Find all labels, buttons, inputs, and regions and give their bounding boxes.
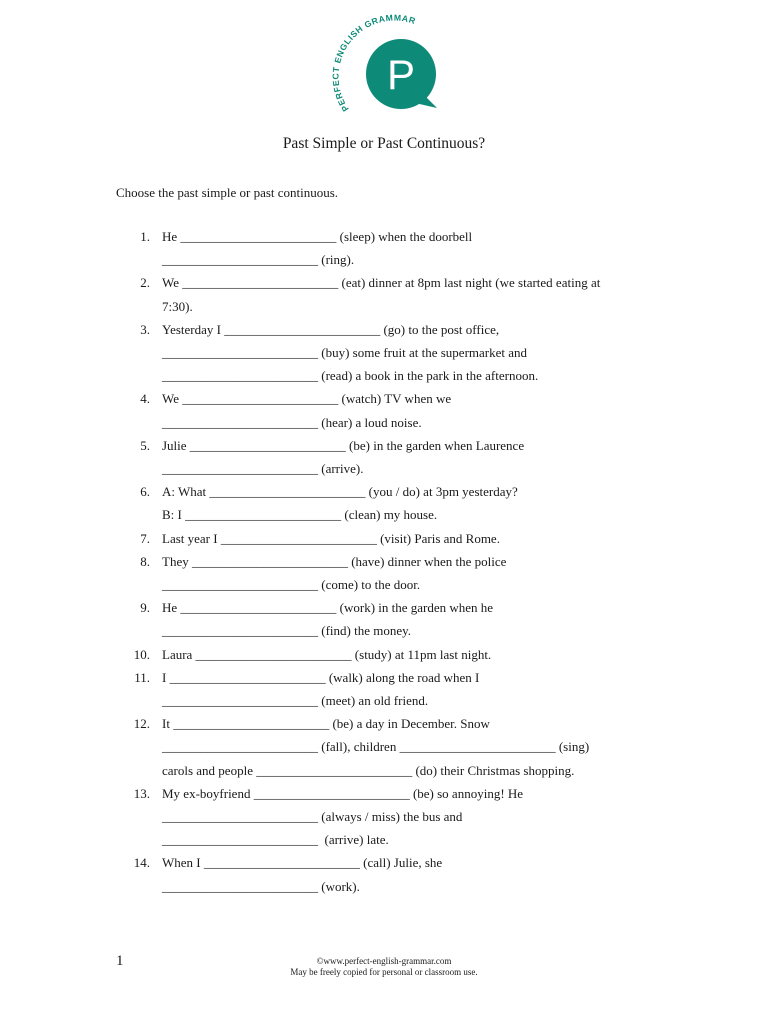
question-text-line: ________________________ (work). [162,878,360,894]
question-text-line: Julie ________________________ (be) in the garden when Laurence [162,437,525,453]
question-text-line: He ________________________ (work) in the garden when he [162,600,494,616]
question-text-line: Last year I ________________________ (visit) Paris and Rome. [162,530,500,546]
question-text-line: ________________________ (ring). [162,252,355,268]
question-text-line: ________________________ (buy) some fruit at the supermarket and [162,345,528,360]
footer [0,956,768,978]
question-number: 8. [140,553,150,569]
question-text-line: ________________________ (hear) a loud noise. [162,414,422,430]
question-text-line: B: I ________________________ (clean) my house. [162,507,438,523]
question-text-line: Yesterday I ________________________ (go) to the post office, [162,321,500,337]
page-number: 1 [116,953,124,969]
logo-brand-text: PERFECT ENGLISH GRAMMAR [330,14,418,114]
question-number: 12. [133,716,150,732]
question-number: 2. [140,275,150,291]
question-text-line: We ________________________ (watch) TV when we [162,391,452,407]
question-text-line: ________________________ (arrive). [162,461,364,476]
question-text-line: Laura ________________________ (study) at 11pm last night. [162,646,492,662]
question-text-line: ________________________ (always / miss) the bus and [162,809,463,824]
question-text-line: It ________________________ (be) a day in December. Snow [162,716,490,732]
question-number: 4. [140,391,150,407]
question-text-line: My ex-boyfriend ________________________ (be) so annoying! He [162,785,524,801]
question-text-line: I ________________________ (walk) along the road when I [162,669,480,685]
worksheet-title: Past Simple or Past Continuous? [282,135,486,152]
question-text-line: When I ________________________ (call) Julie, she [162,855,443,871]
question-number: 7. [140,530,150,546]
question-number: 11. [134,669,150,685]
footer-copyright: ©www.perfect-english-grammar.com [316,956,452,966]
question-number: 6. [140,484,150,500]
question-number: 3. [140,321,150,337]
logo-letter: P [386,51,416,98]
question-text-line: carols and people ________________________ (do) their Christmas shopping. [162,762,575,778]
question-text-line: They ________________________ (have) dinner when the police [162,553,507,569]
question-text-line: ________________________ (read) a book in the park in the afternoon. [162,368,539,384]
footer-usage-note: May be freely copied for personal or classroom use. [290,967,478,977]
question-text-line: ________________________ (come) to the door. [162,577,421,592]
question-text-line: ________________________ (find) the money. [162,623,412,639]
worksheet-instruction: Choose the past simple or past continuous. [116,185,339,200]
question-text-line: A: What ________________________ (you / do) at 3pm yesterday? [162,484,518,500]
question-text-line: He ________________________ (sleep) when the doorbell [162,229,473,244]
question-number: 14. [133,855,150,871]
question-text-line: ________________________ (meet) an old friend. [162,693,429,708]
question-text-line: ________________________ (arrive) late. [162,832,389,848]
question-number: 9. [140,600,150,616]
question-number: 1. [140,229,150,244]
question-text-line: ________________________ (fall), children ________________________ (sing) [162,739,590,755]
question-text-line: 7:30). [162,298,193,314]
question-text-line: We ________________________ (eat) dinner at 8pm last night (we started eating at [162,275,601,291]
question-number: 13. [133,785,150,801]
brand-logo [327,14,445,118]
question-number: 10. [133,646,150,662]
question-number: 5. [140,437,150,453]
